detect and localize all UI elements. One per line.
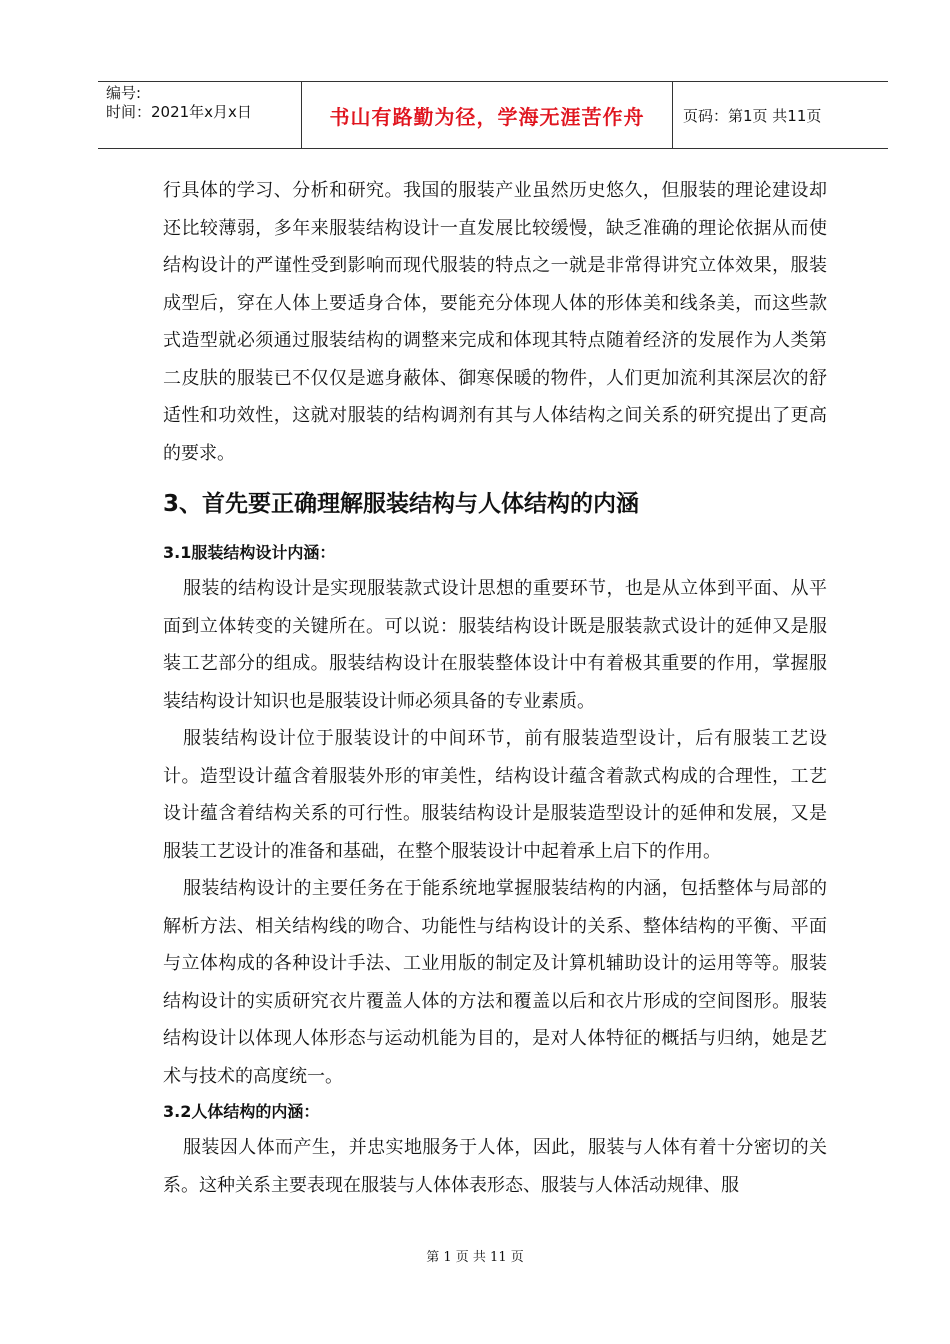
subsection-3-2-paragraph-1: 服装因人体而产生，并忠实地服务于人体，因此，服装与人体有着十分密切的关系。这种关系主要表现在服装与人体体表形态、服装与人体活动规律、服: [163, 1137, 827, 1196]
page-footer: 第 1 页 共 11 页: [426, 1250, 524, 1265]
header-page-info: 页码：第1页 共11页: [683, 106, 822, 125]
serial-label: 编号:: [106, 84, 142, 102]
subsection-3-2-heading: 3.2人体结构的内涵：: [163, 1102, 320, 1121]
subsection-3-1-paragraph-3: 服装结构设计的主要任务在于能系统地掌握服装结构的内涵，包括整体与局部的解析方法、相关结构线的吻合、功能性与结构设计的关系、整体结构的平衡、平面与立体构成的各种设计手法、工业用版的制定及计算机辅助设计的运用等等。服装结构设计的实质研究衣片覆盖人体的方法和覆盖以后和衣片形成的空间图形。服装结构设计以体现人体形态与运动机能为目的，是对人体特征的概括与归纳，她是艺术与技术的高度统一。: [163, 878, 827, 1087]
intro-paragraph: 行具体的学习、分析和研究。我国的服装产业虽然历史悠久，但服装的理论建设却还比较薄弱，多年来服装结构设计一直发展比较缓慢，缺乏准确的理论依据从而使结构设计的严谨性受到影响而现代服装的特点之一就是非常得讲究立体效果，服装成型后，穿在人体上要适身合体，要能充分体现人体的形体美和线条美，而这些款式造型就必须通过服装结构的调整来完成和体现其特点随着经济的发展作为人类第二皮肤的服装已不仅仅是遮身蔽体、御寒保暖的物件，人们更加流利其深层次的舒适性和功效性，这就对服装的结构调剂有其与人体结构之间关系的研究提出了更高的要求。: [163, 180, 827, 464]
section-3-heading: 3、首先要正确理解服装结构与人体结构的内涵: [163, 491, 640, 517]
header-motto: 书山有路勤为径，学海无涯苦作舟: [301, 82, 673, 148]
page-header: [98, 81, 888, 149]
subsection-3-1-paragraph-1: 服装的结构设计是实现服装款式设计思想的重要环节，也是从立体到平面、从平面到立体转变的关键所在。可以说：服装结构设计既是服装款式设计的延伸又是服装工艺部分的组成。服装结构设计在服装整体设计中有着极其重要的作用，掌握服装结构设计知识也是服装设计师必须具备的专业素质。: [163, 578, 827, 712]
header-meta: [98, 82, 301, 148]
time-label: 时间：2021年x月x日: [106, 103, 252, 121]
subsection-3-1-paragraph-2: 服装结构设计位于服装设计的中间环节，前有服装造型设计，后有服装工艺设计。造型设计蕴含着服装外形的审美性，结构设计蕴含着款式构成的合理性，工艺设计蕴含着结构关系的可行性。服装结构设计是服装造型设计的延伸和发展，又是服装工艺设计的准备和基础，在整个服装设计中起着承上启下的作用。: [163, 728, 827, 862]
document-body: [163, 172, 827, 1204]
subsection-3-1-heading: 3.1服装结构设计内涵：: [163, 543, 336, 562]
